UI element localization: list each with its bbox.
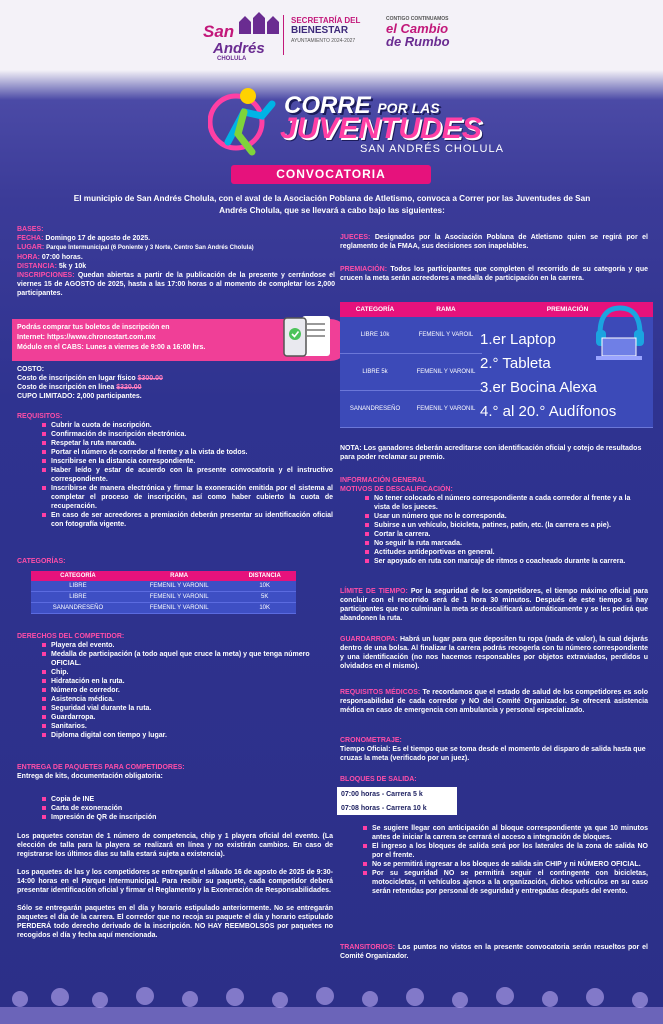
title-subtitle: SAN ANDRÉS CHOLULA: [360, 143, 504, 155]
bloques-table: 07:00 horas - Carrera 5 k 07:08 horas - Carrera 10 k: [337, 787, 457, 815]
descalificacion-item: Actitudes antideportivas en general.: [362, 548, 648, 557]
limite-section: LÍMITE DE TIEMPO: Por la seguridad de los competidores, el tiempo máximo oficial para concluir con el recorrido será de 1 hora 30 minutos. Después de este tiempo si hay participantes que no culminan la meta se descalificará automáticamente y se les pedirá que abandonen la ruta.: [340, 588, 648, 622]
convocatoria-banner: CONVOCATORIA: [231, 165, 431, 184]
requisitos-section: [17, 412, 333, 529]
guardarropa-section: GUARDARROPA: Habrá un lugar para que depositen tu ropa (nada de valor), la cual dejarás dentro de una bolsa. Al finalizar la carrera podrás recogerla con tu número correspondiente y una identificación (no nos hacemos responsables por objetos extraviados, perdidos u olvidados en el mismo).: [340, 636, 648, 670]
title-corre: CORRE POR LAS: [284, 92, 440, 119]
categorias-cell: FEMENIL Y VARONIL: [125, 581, 233, 592]
cambio-line3: de Rumbo: [386, 34, 450, 49]
logo-line3: CHOLULA: [217, 56, 247, 62]
categorias-cell: LIBRE: [31, 592, 125, 603]
derecho-item: Sanitarios.: [39, 722, 333, 731]
runner-icon: [208, 82, 288, 162]
bloque-note-item: El ingreso a los bloques de salida será por los laterales de la zona de salida NO por el frente.: [360, 842, 648, 860]
buy-text: Podrás comprar tus boletos de inscripción en Internet: https://www.chronostart.com.mx Módulo en el CABS: Lunes a viernes de 9:00 a 16:00 hrs.: [17, 324, 206, 351]
requisito-item: En caso de ser acreedores a premiación deberán presentar su identificación oficial con fotografía vigente.: [39, 511, 333, 529]
crowd-silhouette: [0, 985, 663, 1024]
prize-2: 2.° Tableta: [480, 355, 551, 372]
header: [0, 0, 663, 72]
paquetes-heading: ENTREGA DE PAQUETES PARA COMPETIDORES:: [17, 764, 185, 771]
categorias-cell: SANANDRESEÑO: [31, 603, 125, 614]
paquetes-p1: Los paquetes constan de 1 número de competencia, chip y 1 playera oficial del evento. (La elección de talla para la playera se realizará en línea y no existirán cambios. En caso de registrarse los últimos días su talla estará sujeta a existencia).: [17, 833, 333, 858]
bases-section: BASES: FECHA: Domingo 17 de agosto de 2025. LUGAR: Parque Intermunicipal (6 Poniente y 3 Norte, Centro San Andrés Cholula) HORA: 07:00 horas. DISTANCIA: 5k y 10k INSCRIPCIONES: Quedan abiertas a partir de la publicación de la presente y cerrándose el viernes 15 de AGOSTO de 2025, hasta a las 17:00 horas o al momento de completar los 2,000 participantes.: [17, 226, 335, 297]
paquete-item: Impresión de QR de inscripción: [39, 813, 333, 822]
logo-line1: San: [203, 22, 235, 41]
categorias-row: [31, 592, 296, 603]
jueces-section: JUECES: Designados por la Asociación Poblana de Atletismo quien se regirá por el reglamento de la FMAA, sus decisiones son inapelables.: [340, 234, 648, 250]
bloques-notes: [360, 824, 648, 896]
descalificacion-item: Ser apoyado en ruta con marcaje de ritmos o coacheado durante la carrera.: [362, 557, 648, 566]
derecho-item: Diploma digital con tiempo y lugar.: [39, 731, 333, 740]
categorias-cell: LIBRE: [31, 581, 125, 592]
secretaria-line1: SECRETARÍA DEL: [291, 16, 361, 25]
header-divider: [283, 15, 284, 55]
secretaria-line2: BIENESTAR: [291, 25, 349, 36]
derechos-heading: DERECHOS DEL COMPETIDOR:: [17, 633, 125, 640]
derecho-item: Número de corredor.: [39, 686, 333, 695]
bases-heading: BASES:: [17, 226, 44, 233]
paquetes-p2: Los paquetes de las y los competidores se entregarán el sábado 16 de agosto de 2025 de 9:30-14:00 horas en el Parque Intermunicipal. Para recibir su paquete, cada competidor deberá presentar identificación oficial y firmar el Reglamento y la Exoneración de Responsabilidades.: [17, 869, 333, 894]
prizes-list: [480, 328, 616, 424]
intro-text: El municipio de San Andrés Cholula, con el aval de la Asociación Poblana de Atletismo, convoca a Correr por las Juventudes de San Andrés Cholula, que se llevará a cabo bajo las siguientes:: [73, 194, 591, 215]
paquete-item: Copia de INE: [39, 795, 333, 804]
premiacion-section: PREMIACIÓN: Todos los participantes que completen el recorrido de su categoría y que crucen la meta serán acreedores a medalla de participación en la carrera.: [340, 266, 648, 282]
categorias-row: [31, 581, 296, 592]
derecho-item: Hidratación en la ruta.: [39, 677, 333, 686]
medicos-section: REQUISITOS MÉDICOS: Te recordamos que el estado de salud de los competidores es solo responsabilidad de cada corredor y NO del Comité Organizador. Se ofrecerá asistencia médica en caso de emergencia con ambulancia y personal especializado.: [340, 689, 648, 714]
logo-line2: Andrés: [213, 40, 265, 57]
derecho-item: Medalla de participación (a todo aquel que cruce la meta) y que tenga número OFICIAL.: [39, 650, 333, 668]
cathedral-icon: [237, 12, 279, 34]
bloques-section: BLOQUES DE SALIDA:: [340, 776, 417, 783]
categorias-cell: 10K: [233, 581, 296, 592]
descalificacion-item: No tener colocado el número correspondiente a cada corredor al frente y a la vista de los jueces.: [362, 494, 648, 512]
paquete-item: Carta de exoneración: [39, 804, 333, 813]
premiacion-table: CATEGORÍA RAMA PREMIACIÓN LIBRE 10k FEMENIL Y VAROIL LIBRE 5k FEMENIL Y VARONIL SANANDRESEÑO FEMENIL Y VARONIL: [340, 302, 653, 428]
cambio-line2: el Cambio: [386, 21, 449, 36]
secretaria-line3: AYUNTAMIENTO 2024-2027: [291, 38, 356, 44]
requisito-item: Inscribirse en la distancia correspondiente.: [39, 457, 333, 466]
bloque-note-item: Por su seguridad NO se permitirá seguir el contingente con bicicletas, motocicletas, ni vehículos ajenos a la organización, dichos vehículos en su caso serán retenidas por personal de seguridad y entregadas después del evento.: [360, 869, 648, 896]
derecho-item: Seguridad vial durante la ruta.: [39, 704, 333, 713]
secretaria-logo: [291, 16, 360, 46]
nota-text: NOTA: Los ganadores deberán acreditarse con identificación oficial y cotejo de resultados para poder reclamar su premio.: [340, 445, 642, 461]
categorias-header-cell: RAMA: [125, 571, 233, 581]
requisito-item: Confirmación de inscripción electrónica.: [39, 430, 333, 439]
costo-section: COSTO: Costo de inscripción en lugar físico $300.00 Costo de inscripción en línea $320.00 CUPO LIMITADO: 2,000 participantes.: [17, 366, 163, 400]
categorias-table: [31, 571, 296, 614]
bloque-note-item: No se permitirá ingresar a los bloques de salida sin CHIP y ni NÚMERO OFICIAL.: [360, 860, 648, 869]
descalificacion-item: Subirse a un vehículo, bicicleta, patines, patín, etc. (la carrera es a pie).: [362, 521, 648, 530]
categorias-header-cell: CATEGORÍA: [31, 571, 125, 581]
descalificacion-item: No seguir la ruta marcada.: [362, 539, 648, 548]
categorias-section: [17, 557, 333, 566]
descalificacion-item: Cortar la carrera.: [362, 530, 648, 539]
descalificacion-item: Usar un número que no le corresponda.: [362, 512, 648, 521]
derecho-item: Asistencia médica.: [39, 695, 333, 704]
info-section: INFORMACIÓN GENERAL MOTIVOS DE DESCALIFICACIÓN: No tener colocado el número correspondiente a cada corredor al frente y a la vista de los jueces. Usar un número que no le corresponda. Subirse a un vehículo, bicicleta, patines, patín, etc. (la carrera es a pie). Cortar la carrera. No seguir la ruta marcada. Actitudes antideportivas en general. Ser apoyado en ruta con marcaje de ritmos o coacheado durante la carrera.: [340, 476, 648, 566]
phone-document-icon: [278, 312, 336, 362]
cambio-line1: CONTIGO CONTINUAMOS: [386, 16, 449, 22]
categorias-cell: FEMENIL Y VARONIL: [125, 603, 233, 614]
prize-3: 3.er Bocina Alexa: [480, 379, 597, 396]
prize-1: 1.er Laptop: [480, 331, 556, 348]
bloque-note-item: Se sugiere llegar con anticipación al bloque correspondiente ya que 10 minutos antes de iniciar la carrera se cerrará el acceso a integración de bloques.: [360, 824, 648, 842]
cambio-logo: [386, 16, 466, 48]
derecho-item: Guardarropa.: [39, 713, 333, 722]
requisitos-heading: REQUISITOS:: [17, 413, 63, 420]
requisito-item: Haber leído y estar de acuerdo con la presente convocatoria y el instructivo correspondiente.: [39, 466, 333, 484]
requisito-item: Respetar la ruta marcada.: [39, 439, 333, 448]
requisito-item: Portar el número de corredor al frente y a la vista de todos.: [39, 448, 333, 457]
buy-link[interactable]: Internet: https://www.chronostart.com.mx: [17, 334, 156, 341]
requisito-item: Inscribirse de manera electrónica y firmar la exoneración emitida por el sistema al completar el proceso de inscripción, así como haber cubierto la cuota de recuperación.: [39, 484, 333, 511]
derecho-item: Chip.: [39, 668, 333, 677]
san-andres-logo: [203, 12, 281, 62]
categorias-cell: 5K: [233, 592, 296, 603]
categorias-heading: CATEGORÍAS:: [17, 558, 66, 565]
derechos-section: [17, 632, 333, 740]
transitorios-section: TRANSITORIOS: Los puntos no vistos en la presente convocatoria serán resueltos por el Comité Organizador.: [340, 944, 648, 960]
categorias-header-cell: DISTANCIA: [233, 571, 296, 581]
categorias-row: [31, 603, 296, 614]
derecho-item: Playera del evento.: [39, 641, 333, 650]
paquetes-section: ENTREGA DE PAQUETES PARA COMPETIDORES: Entrega de kits, documentación obligatoria: Copia de INE Carta de exoneración Impresión de QR de inscripción Los paquetes constan de 1 número de competencia, chip y 1 playera oficial del evento. (La elección de talla para la playera se realizará en línea y no existirán cambios. En caso de registrarse los últimos días su talla estará sujeta a existencia). Los paquetes de las y los competidores se entregarán el sábado 16 de agosto de 2025 de 9:30-14:00 horas en el Parque Intermunicipal. Para recibir su paquete, cada competidor deberá presentar identificación oficial y firmar el Reglamento y la Exoneración de Responsabilidades. Sólo se entregarán paquetes en el día y horario estipulado anteriormente. No se entregarán paquetes el día de la carrera. El corredor que no recoja su paquete el día y horario estipulado PERDERÁ todo derecho derivado de la inscripción. NO HAY REEMBOLSOS por paquetes no recogidos el día y fecha aquí mencionada.: [17, 764, 333, 939]
categorias-cell: 10K: [233, 603, 296, 614]
paquetes-p3: Sólo se entregarán paquetes en el día y horario estipulado anteriormente. No se entregarán paquetes el día de la carrera. El corredor que no recoja su paquete el día y horario estipulado PERDERÁ todo derecho derivado de la inscripción. NO HAY REEMBOLSOS por paquetes no recogidos el día y fecha aquí mencionada.: [17, 905, 333, 939]
title-juventudes: JUVENTUDES: [280, 112, 482, 145]
requisito-item: Cubrir la cuota de inscripción.: [39, 421, 333, 430]
categorias-cell: FEMENIL Y VARONIL: [125, 592, 233, 603]
prize-4: 4.° al 20.° Audífonos: [480, 403, 617, 420]
crono-section: CRONOMETRAJE: Tiempo Oficial: Es el tiempo que se toma desde el momento del disparo de salida hasta que cruzas la meta (verificado por un juez).: [340, 737, 646, 762]
